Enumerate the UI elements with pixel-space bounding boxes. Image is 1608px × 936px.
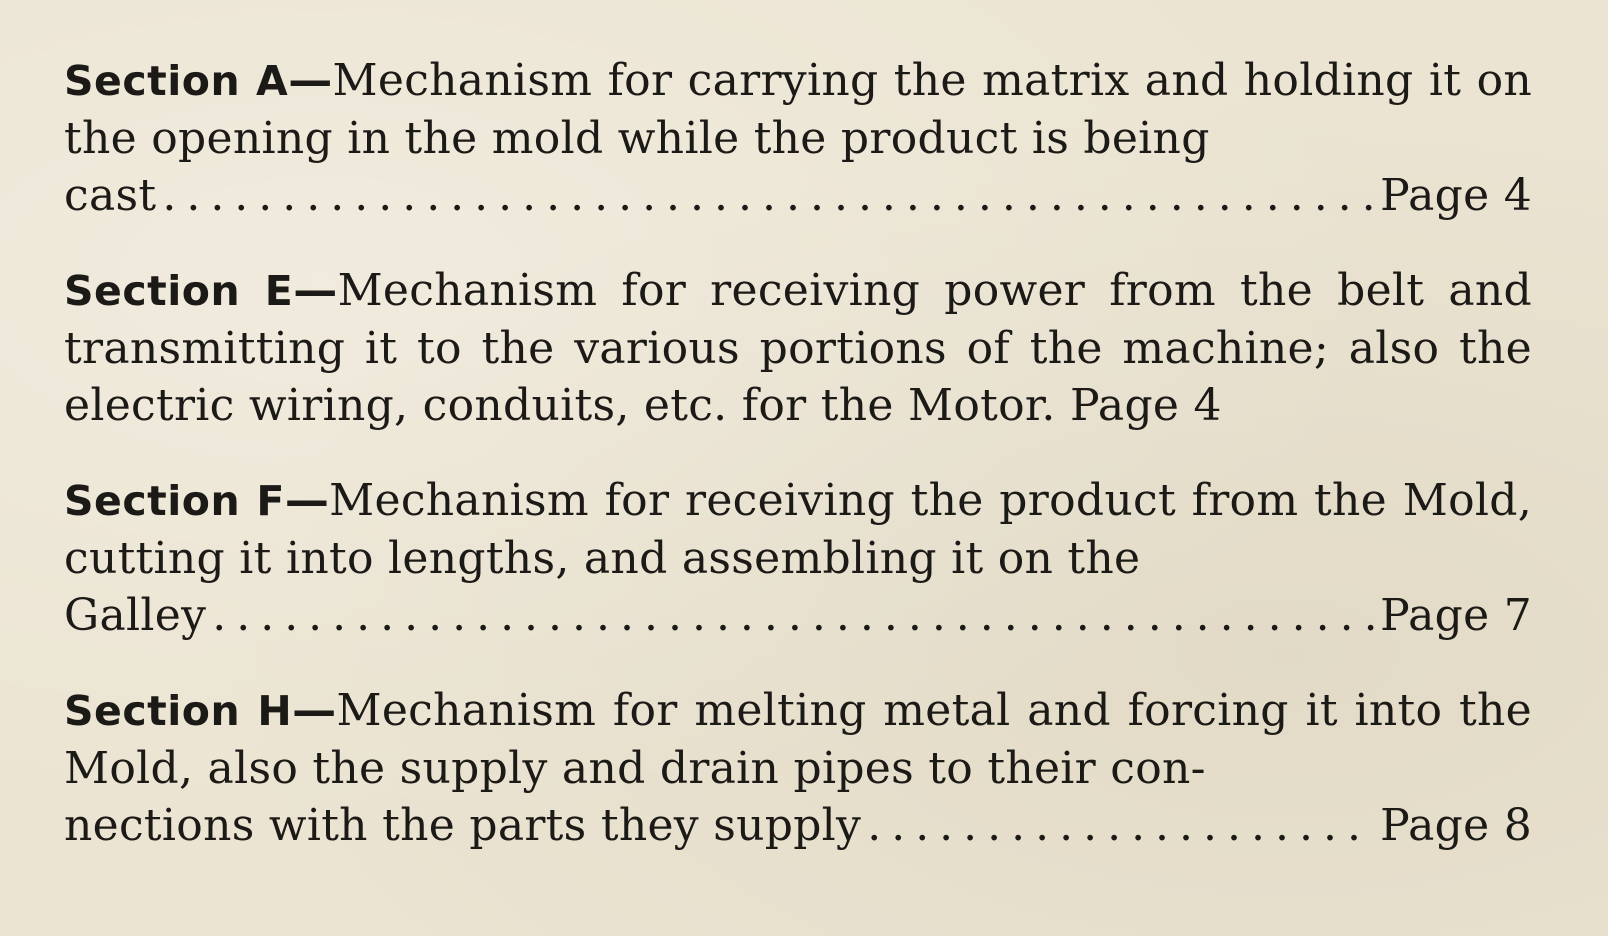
em-dash: —	[288, 55, 333, 106]
section-label: Section F	[64, 477, 285, 525]
section-label: Section E	[64, 267, 294, 315]
em-dash: —	[284, 475, 330, 526]
description-tail: nections with the parts they supply	[64, 800, 862, 851]
section-h-entry	[64, 682, 1532, 854]
em-dash: —	[292, 685, 337, 736]
page-reference-line	[64, 587, 1532, 644]
description-tail: cast	[64, 170, 157, 221]
contents-list	[64, 52, 1532, 854]
section-description: Mechanism for carrying the matrix and holding it on the opening in the mold while the product is being	[64, 55, 1532, 164]
section-f-entry	[64, 472, 1532, 644]
dot-leader	[212, 587, 1374, 644]
dot-leader	[162, 167, 1374, 224]
description-tail: Galley	[64, 590, 207, 641]
page-number: Page 4	[1069, 380, 1222, 431]
em-dash: —	[293, 265, 338, 316]
page-number: Page 4	[1380, 170, 1532, 221]
dot-leader	[867, 797, 1374, 854]
section-label: Section A	[64, 57, 289, 105]
section-description: Mechanism for receiving the product from the Mold, cutting it into lengths, and assembling it on the	[64, 475, 1532, 584]
section-description: Mechanism for receiving power from the belt and transmitting it to the various portions of the machine; also the electric wiring, conduits, etc. for the Motor.	[64, 265, 1533, 431]
section-description: Mechanism for melting metal and forcing it into the Mold, also the supply and drain pipes to their con-	[64, 685, 1532, 794]
section-e-entry	[64, 262, 1532, 434]
section-a-entry	[64, 52, 1532, 224]
page-number: Page 7	[1380, 590, 1532, 641]
page-reference-line	[64, 167, 1532, 224]
section-label: Section H	[64, 687, 293, 735]
page-reference-line	[64, 797, 1532, 854]
page-number: Page 8	[1380, 800, 1532, 851]
